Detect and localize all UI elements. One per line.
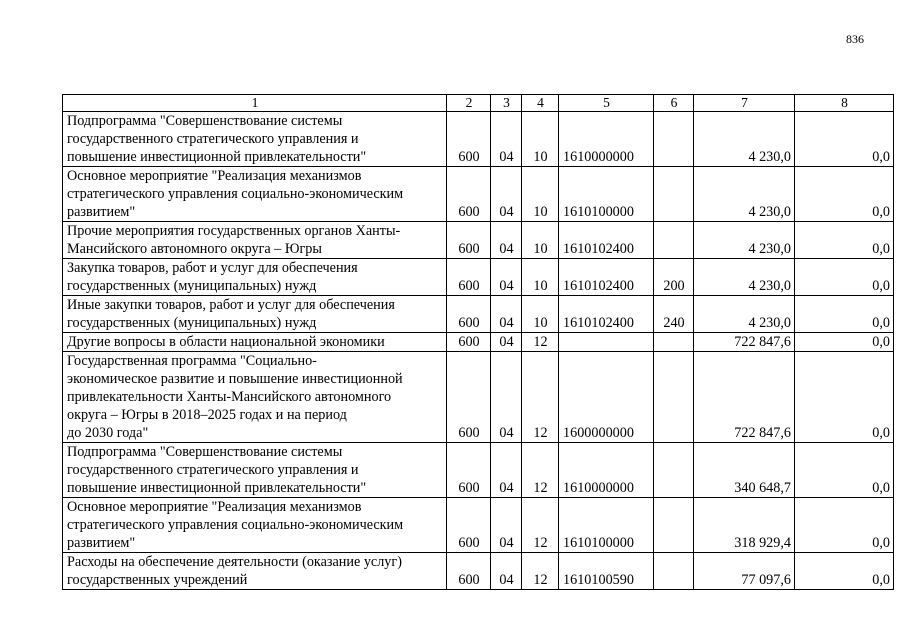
expense-type-code xyxy=(654,553,694,590)
row-name-line: развитием" xyxy=(67,204,136,220)
row-name-line: стратегического управления социально-экономическим xyxy=(67,186,404,202)
row-name xyxy=(63,553,447,590)
row-name-line: повышение инвестиционной привлекательности" xyxy=(67,480,367,496)
subsection-code: 12 xyxy=(522,553,559,590)
amount-second: 0,0 xyxy=(795,296,894,333)
row-name-line: Основное мероприятие "Реализация механизмов xyxy=(67,499,362,515)
table-row xyxy=(63,112,894,167)
admin-code: 600 xyxy=(447,498,491,553)
row-name-line: государственных (муниципальных) нужд xyxy=(67,315,317,331)
row-name-line: Расходы на обеспечение деятельности (оказание услуг) xyxy=(67,554,402,570)
row-name-line: Основное мероприятие "Реализация механизмов xyxy=(67,168,362,184)
row-name xyxy=(63,498,447,553)
row-name-line: Подпрограмма "Совершенствование системы xyxy=(67,113,343,129)
admin-code: 600 xyxy=(447,167,491,222)
row-name-line: развитием" xyxy=(67,535,136,551)
row-name-line: стратегического управления социально-экономическим xyxy=(67,517,404,533)
row-name xyxy=(63,167,447,222)
admin-code: 600 xyxy=(447,296,491,333)
section-code: 04 xyxy=(491,553,522,590)
table-row xyxy=(63,222,894,259)
admin-code: 600 xyxy=(447,352,491,443)
amount: 722 847,6 xyxy=(694,352,795,443)
row-name-line: Другие вопросы в области национальной экономики xyxy=(67,334,385,350)
amount: 4 230,0 xyxy=(694,259,795,296)
row-name-line: Государственная программа "Социально- xyxy=(67,353,317,369)
admin-code: 600 xyxy=(447,112,491,167)
subsection-code: 10 xyxy=(522,296,559,333)
expense-type-code xyxy=(654,498,694,553)
row-name-line: Подпрограмма "Совершенствование системы xyxy=(67,444,343,460)
header-cell: 3 xyxy=(491,95,522,112)
expense-type-code xyxy=(654,352,694,443)
section-code: 04 xyxy=(491,443,522,498)
admin-code: 600 xyxy=(447,259,491,296)
row-name-line: государственных учреждений xyxy=(67,572,248,588)
amount: 340 648,7 xyxy=(694,443,795,498)
subsection-code: 10 xyxy=(522,112,559,167)
table-row xyxy=(63,333,894,352)
subsection-code: 12 xyxy=(522,333,559,352)
subsection-code: 12 xyxy=(522,443,559,498)
row-name xyxy=(63,352,447,443)
table-row xyxy=(63,553,894,590)
expense-type-code: 200 xyxy=(654,259,694,296)
row-name-line: экономическое развитие и повышение инвестиционной xyxy=(67,371,403,387)
expense-type-code xyxy=(654,167,694,222)
table-row xyxy=(63,443,894,498)
row-name-line: Иные закупки товаров, работ и услуг для обеспечения xyxy=(67,297,395,313)
row-name-line: привлекательности Ханты-Мансийского автономного xyxy=(67,389,392,405)
target-article-code: 1610100000 xyxy=(559,498,654,553)
header-row xyxy=(63,95,894,112)
admin-code: 600 xyxy=(447,333,491,352)
header-cell: 5 xyxy=(559,95,654,112)
subsection-code: 10 xyxy=(522,259,559,296)
header-cell: 4 xyxy=(522,95,559,112)
amount: 77 097,6 xyxy=(694,553,795,590)
target-article-code: 1610100000 xyxy=(559,167,654,222)
amount: 722 847,6 xyxy=(694,333,795,352)
admin-code: 600 xyxy=(447,553,491,590)
row-name xyxy=(63,112,447,167)
amount-second: 0,0 xyxy=(795,222,894,259)
subsection-code: 10 xyxy=(522,167,559,222)
amount: 4 230,0 xyxy=(694,222,795,259)
row-name-line: до 2030 года" xyxy=(67,425,149,441)
expense-type-code xyxy=(654,443,694,498)
table-row xyxy=(63,167,894,222)
row-name xyxy=(63,222,447,259)
section-code: 04 xyxy=(491,167,522,222)
table-row xyxy=(63,498,894,553)
target-article-code xyxy=(559,333,654,352)
table-row xyxy=(63,352,894,443)
target-article-code: 1610102400 xyxy=(559,296,654,333)
expense-type-code: 240 xyxy=(654,296,694,333)
amount-second: 0,0 xyxy=(795,443,894,498)
section-code: 04 xyxy=(491,112,522,167)
amount-second: 0,0 xyxy=(795,333,894,352)
amount-second: 0,0 xyxy=(795,259,894,296)
admin-code: 600 xyxy=(447,222,491,259)
row-name xyxy=(63,333,447,352)
row-name-line: Мансийского автономного округа – Югры xyxy=(67,241,322,257)
expense-type-code xyxy=(654,333,694,352)
header-cell: 7 xyxy=(694,95,795,112)
expense-type-code xyxy=(654,222,694,259)
section-code: 04 xyxy=(491,352,522,443)
row-name-line: государственного стратегического управления и xyxy=(67,131,359,147)
page-number: 836 xyxy=(846,32,864,46)
target-article-code: 1610102400 xyxy=(559,222,654,259)
amount-second: 0,0 xyxy=(795,352,894,443)
table-row xyxy=(63,259,894,296)
section-code: 04 xyxy=(491,296,522,333)
header-cell: 2 xyxy=(447,95,491,112)
row-name xyxy=(63,259,447,296)
subsection-code: 12 xyxy=(522,498,559,553)
row-name xyxy=(63,443,447,498)
header-cell: 6 xyxy=(654,95,694,112)
target-article-code: 1610000000 xyxy=(559,443,654,498)
amount-second: 0,0 xyxy=(795,167,894,222)
row-name xyxy=(63,296,447,333)
amount-second: 0,0 xyxy=(795,112,894,167)
table-body xyxy=(63,112,894,590)
row-name-line: Закупка товаров, работ и услуг для обеспечения xyxy=(67,260,358,276)
row-name-line: повышение инвестиционной привлекательности" xyxy=(67,149,367,165)
amount: 4 230,0 xyxy=(694,296,795,333)
target-article-code: 1600000000 xyxy=(559,352,654,443)
amount: 4 230,0 xyxy=(694,112,795,167)
row-name-line: государственного стратегического управления и xyxy=(67,462,359,478)
table-row xyxy=(63,296,894,333)
target-article-code: 1610100590 xyxy=(559,553,654,590)
amount-second: 0,0 xyxy=(795,498,894,553)
amount: 318 929,4 xyxy=(694,498,795,553)
expense-type-code xyxy=(654,112,694,167)
section-code: 04 xyxy=(491,333,522,352)
target-article-code: 1610102400 xyxy=(559,259,654,296)
admin-code: 600 xyxy=(447,443,491,498)
row-name-line: Прочие мероприятия государственных органов Ханты- xyxy=(67,223,401,239)
subsection-code: 10 xyxy=(522,222,559,259)
amount: 4 230,0 xyxy=(694,167,795,222)
header-cell: 8 xyxy=(795,95,894,112)
section-code: 04 xyxy=(491,259,522,296)
section-code: 04 xyxy=(491,222,522,259)
subsection-code: 12 xyxy=(522,352,559,443)
amount-second: 0,0 xyxy=(795,553,894,590)
target-article-code: 1610000000 xyxy=(559,112,654,167)
section-code: 04 xyxy=(491,498,522,553)
row-name-line: государственных (муниципальных) нужд xyxy=(67,278,317,294)
header-cell: 1 xyxy=(63,95,447,112)
budget-table xyxy=(62,94,894,590)
row-name-line: округа – Югры в 2018–2025 годах и на период xyxy=(67,407,347,423)
